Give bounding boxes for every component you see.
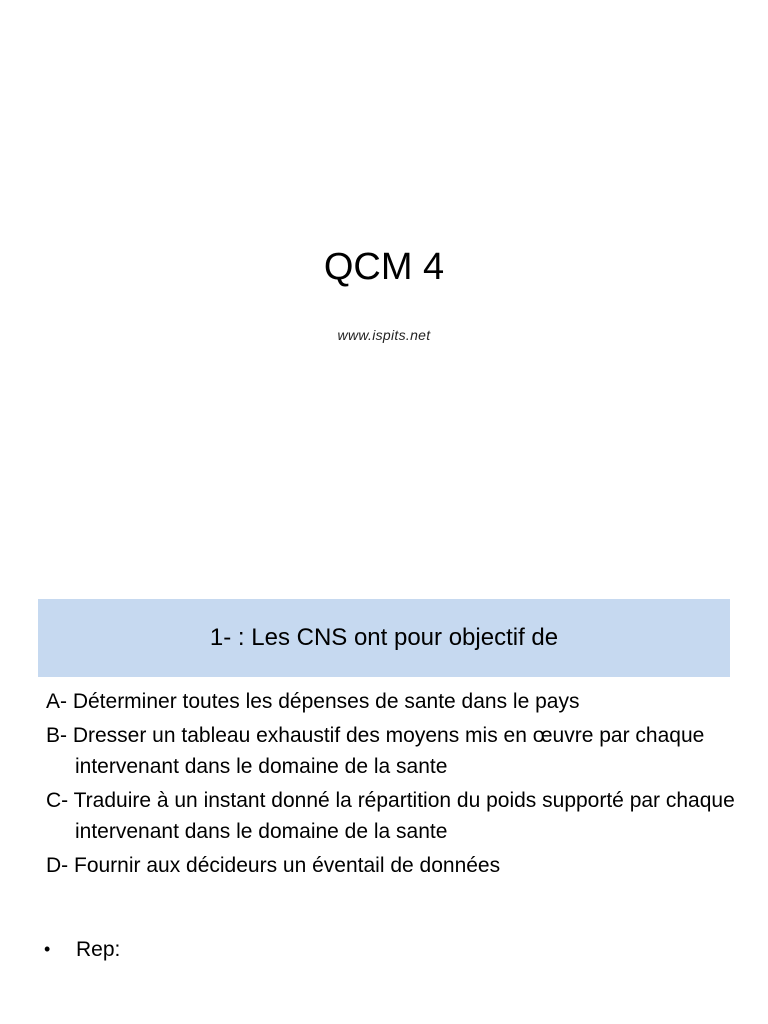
- question-slide: [0, 576, 768, 1024]
- question-text: 1- : Les CNS ont pour objectif de: [209, 624, 559, 651]
- slide-title: QCM 4: [323, 246, 445, 289]
- option-a: A- Déterminer toutes les dépenses de sante dans le pays: [46, 690, 580, 713]
- question-header: [38, 599, 730, 677]
- option-c: C- Traduire à un instant donné la répartition du poids supporté par chaque intervenant dans le domaine de la sante: [46, 789, 735, 843]
- answer-line: [44, 934, 120, 965]
- answer-options: [46, 686, 746, 884]
- option-b: B- Dresser un tableau exhaustif des moyens mis en œuvre par chaque intervenant dans le domaine de la sante: [46, 724, 705, 778]
- answer-label: Rep:: [76, 938, 121, 961]
- website-subtitle: www.ispits.net: [337, 327, 431, 343]
- option-d: D- Fournir aux décideurs un éventail de données: [46, 854, 501, 877]
- bullet-icon: •: [44, 939, 51, 959]
